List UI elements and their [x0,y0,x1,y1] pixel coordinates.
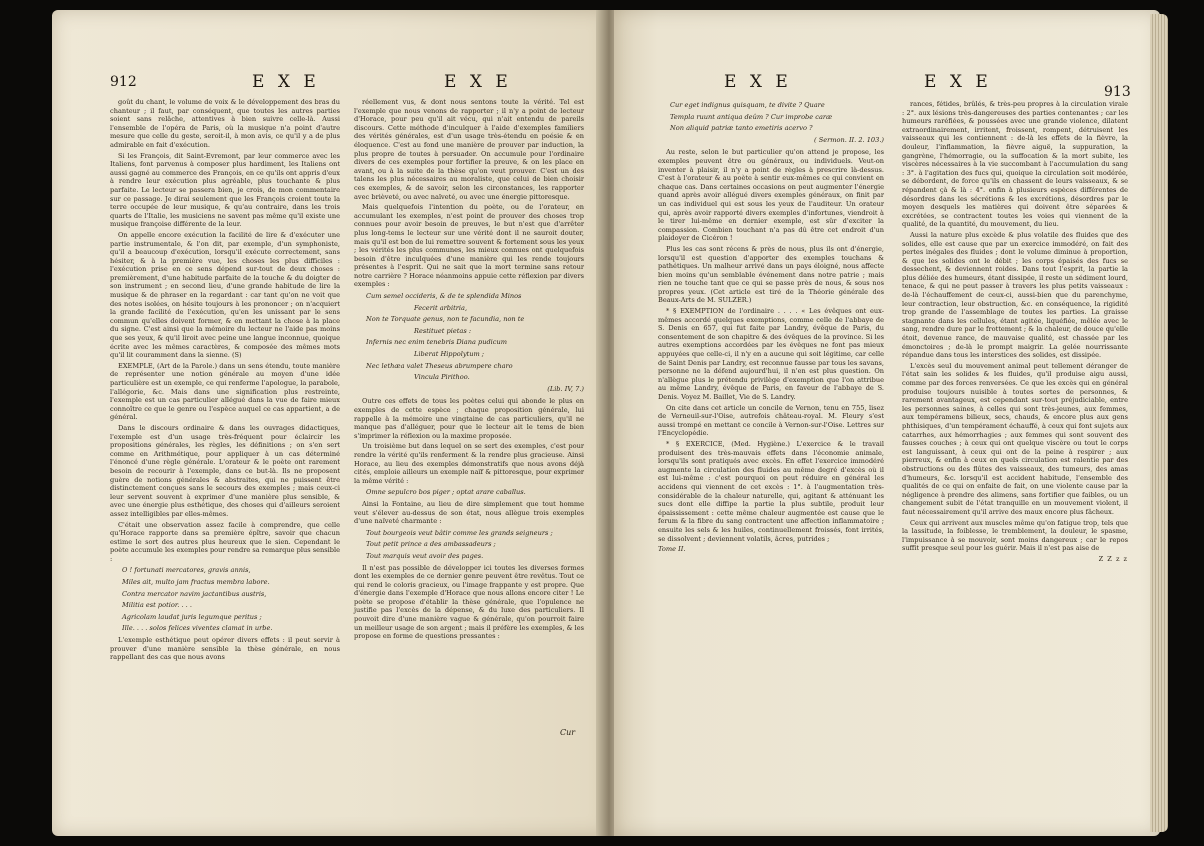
verse-line: Cum semel occideris, & de te splendida Minos [366,292,522,301]
verse-line: Infernis nec enim tenebris Diana pudicum [366,338,507,347]
paragraph: Un troisième but dans lequel on se sert des exemples, c'est pour rendre la vérité qu'ils renferment & la rendre plus gracieuse. Ainsi Horace, au lieu des exemples démonstratifs que nous avons déjà cités, emploie ailleurs un exemple naïf & pittoresque, pour exprimer la même vérité : [354,442,584,485]
paragraph: Aussi la nature plus excède & plus volatile des fluides que des solides, elle est cause que par un exercice immodéré, on fait des pertes inégales des fluides ; dont le volume diminue à proportion, & que les solides ont le débit ; les corps épaisés des fucs se dessechent, & deviennent roides. Dans tout l'esprit, la partie la plus déliée des humeurs, étant dissipée, il reste un sédiment lourd, tenace, & qui ne peut passer à travers les plus petits vaisseaux : de-là l'échauffement de ceux-ci, aussi-bien que du parenchyme, leur contraction, leur obstruction, &c. en conséquence, la rigidité trop grande de l'assemblage de toutes les parties. La graisse stagnante dans les cellules, étant agitée, liquéfiée, mêlée avec le sang, rendre dure par le frottement ; & la chaleur, de douce qu'elle étoit, devenue rance, de mauvaise qualité, est chassée par les émonctoires ; de-là le prompt maigrir. La gelée nourrissante répandue dans tous les interstices des solides, est dissipée. [902,230,1128,360]
paragraph: L'excès seul du mouvement animal peut tellement déranger de l'état sain les solides & les fluides, qu'il produise aigu aussi, comme par des forces renversées. Ce que les excès qui en général produise toujours nuisible à toutes sortes de personnes, & rarement avantageux, est cependant sur-tout préjudiciable, entre les personnes saines, à celles qui sont très-jeunes, aux femmes, aux tempéramens bilieux, secs, chauds, & encore plus aux gens phthisiques, d'un tempérament échauffé, à ceux qui font sujets aux catarrhes, aux hémorrhagies ; aux femmes qui sont souvent des fausses couches ; à ceux qui ont quelque viscère ou tout le corps est languissant, à ceux qui ont de la peine à respirer ; aux pierreux, & enfin à ceux en quels circulation est ralentie par des obstructions ou des flûtes des vaisseaux, des tumeurs, des amas d'humeurs, &c. lorsqu'il est accident habitude, l'ensemble des qualités de ce qui on enfaite de fait, on une violente cause par la négligence à prendre des alimens, sans fortifier que faibles, ou un changement subit de l'état tranquille en un mouvement violent, il faut nécessairement qu'il arrive des maux encore plus fâcheux. [902,361,1128,516]
paragraph: On appelle encore exécution la facilité de lire & d'exécuter une partie instrumentale, & l'on dit, par exemple, d'un symphoniste, qu'il a beaucoup d'exécution, lorsqu'il exécute correctement, sans hésiter, & à la première vue, les choses les plus difficiles : l'exécution prise en ce sens dépend sur-tout de deux choses : premièrement, d'une habitude parfaite de la touche & du doigter de son instrument ; en second lieu, d'une grande habitude de lire la musique & de phraser en la regardant : car tant qu'on ne voit que des notes isolées, on hésite toujours à les prononcer ; on n'acquiert la grande facilité de l'exécution, qu'en les unissant par le sens commun qu'elles doivent former, & en mettant la chose à la place du signe. C'est ainsi que la mémoire du lecteur ne l'aide pas moins que ses yeux, & qu'il liroit avec peine une langue inconnue, quoique écrite avec les mêmes caractères, & composée des mêmes mots qu'il lit couramment dans la sienne. (S) [110,230,340,360]
paragraph: L'exemple esthétique peut opérer divers effets : il peut servir à prouver d'une manière sensible la thèse générale, en nous rappellant des cas que nous avons [110,636,340,662]
paragraph: Mais quelquefois l'intention du poète, ou de l'orateur, en accumulant les exemples, n'est point de prouver des choses trop connues pour avoir besoin de preuves, le but n'est que d'arrêter plus long-tems le lecteur sur une vérité dont il ne sauroit douter, mais qu'il est bon de lui remettre souvent & fortement sous les yeux ; les vérités les plus communes, les mieux connues ont quelquefois besoin d'être inculquées d'une manière qui les rende toujours présentes à l'esprit. Qui ne sait que la mort termine sans retour notre carrière ? Horace néanmoins appuie cette réflexion par divers exemples : [354,203,584,289]
verse-line: Templa ruunt antiqua deûm ? Cur improbe caræ [670,112,833,121]
running-header: E X E [724,72,792,92]
verse-line: Tout bourgeois veut bâtir comme les grands seigneurs ; [366,528,553,537]
signature-mark: Z Z z z [1098,554,1128,563]
paragraph: C'était une observation assez facile à comprendre, que celle qu'Horace rapporte dans sa première épître, savoir que chacun estime le sort des autres plus heureux que le sien. Cependant le poète accumule les exemples pour rendre sa remarque plus sensible : [110,520,340,563]
right-page-edges [1150,14,1168,832]
verse-line: O ! fortunati mercatores, gravis annis, [122,566,251,575]
paragraph: goût du chant, le volume de voix & le développement des bras du chanteur ; il faut, par conséquent, que toutes les autres parties soient sans relâche, attentives à bien suivre celle-là. Aussi l'ensemble de l'opéra de Paris, où la musique n'a point d'autre mesure que celle du geste, seroit-il, à mon avis, ce qu'il y a de plus admirable en fait d'exécution. [110,98,340,149]
paragraph: Il n'est pas possible de développer ici toutes les diverses formes dont les exemples de ce dernier genre peuvent être revêtus. Tout ce qui rend le coloris gracieux, ou l'image frappante y est propre. Que d'énergie dans l'exemple d'Horace que nous allons encore citer ! Le poète se propose d'établir la thèse générale, que l'opulence ne justifie pas l'excès de la dépense, & du luxe des particuliers. Il pouvoit dire d'une manière vague & générale, qu'on pourroit faire un meilleur usage de son argent ; mais il préfère les exemples, & les propose en forme de questions pressantes : [354,563,584,641]
paragraph: Plus les cas sont récens & près de nous, plus ils ont d'énergie, lorsqu'il est question d'apporter des exemples touchans & pathétiques. Un malheur arrivé dans un pays éloigné, nous affecte bien moins qu'un semblable événement dans notre patrie ; mais rien ne touche tant que ce qui se passe près de nous, & sous nos propres yeux. (Cet article est tiré de la Théorie générale des Beaux-Arts de M. SULZER.) [658,244,884,305]
verse-line: Tout marquis veut avoir des pages. [366,551,484,560]
verse-line: Nec lethæa valet Theseus abrumpere charo [366,361,513,370]
verse-line: Restituet pietas : [414,326,472,335]
verse-line: Militia est potior. . . . [122,601,192,610]
paragraph: EXEMPLE, (Art de la Parole.) dans un sens étendu, toute manière de représenter une notion générale au moyen d'une idée particulière est un exemple, ce qui renferme l'apologue, la parabole, l'allégorie, &c. Mais dans une signification plus restreinte, l'exemple est un cas particulier allégué dans la vue de faire mieux connoître ce que le genre ou l'espèce auquel ce cas appartient, a de général. [110,361,340,422]
paragraph: * § EXEMPTION de l'ordinaire . . . . « Les évêques ont eux-mêmes accordé quelques exemptions, comme celle de l'abbaye de S. Denis en 657, qui fut faite par Landry, évêque de Paris, du consentement de son chapitre & des évêques de la province. Si les autres exemptions accordées par les évêques ne font pas mieux appuyées que celle-ci, il n'y en a aucune qui soit légitime, car celle de Saint Denis par Landry, est reconnue fausse par tous les savans, personne ne la défend aujourd'hui, il n'en est plus question. On n'allègue plus le prétendu privilège d'exemption que l'on attribue au même Landry, évêque de Paris, en faveur de l'abbaye de S. Denis. Voyez M. Baillet, Vie de S. Landry. [658,307,884,401]
page-number: 913 [1104,84,1131,100]
paragraph: Si les François, dit Saint-Evremont, par leur commerce avec les Italiens, font parvenus à composer plus hardiment, les Italiens ont aussi gagné au commerce des François, en ce qu'ils ont appris d'eux à rendre leur exécution plus agréable, plus touchante & plus parfaite. Le lecteur se passera bien, je crois, de mon commentaire sur ce passage. Je dirai seulement que les François croient toute la terre occupée de leur musique, & qu'au contraire, dans les trois quarts de l'Italie, les musiciens ne savent pas même qu'il existe une musique françoise différente de la leur. [110,151,340,229]
verse-line: Vincula Pirithoo. [414,373,470,382]
paragraph: Dans le discours ordinaire & dans les ouvrages didactiques, l'exemple est d'un usage très-fréquent pour éclaircir les propositions générales, les règles, les définitions ; on s'en sert comme en Arithmétique, pour appliquer à un cas déterminé l'énoncé d'une règle générale. L'orateur & le poète ont rarement besoin de recourir à l'exemple, dans ce but-là. Ils ne proposent guère de notions générales & abstraites, qui ne puissent être distinctement conçues sans le secours des exemples ; mais ceux-ci leur servent souvent à exprimer d'une manière plus sensible, & avec une énergie plus esthétique, des choses qui d'ailleurs seroient assez intelligibles par elles-mêmes. [110,423,340,518]
running-header: E X E [444,72,512,92]
verse-line: Liberat Hippolytum ; [414,350,485,359]
text-column [354,98,584,643]
verse-line: Non te Torquate genus, non te facundia, non te [366,315,525,324]
citation: ( Sermon. II. 2. 103.) [814,135,884,144]
left-page [52,10,608,836]
right-page [614,10,1160,836]
text-column [902,100,1128,567]
citation: (Lib. IV, 7.) [547,384,584,393]
running-header: E X E [252,72,320,92]
running-header: E X E [924,72,992,92]
paragraph: Ceux qui arrivent aux muscles même qu'on fatigue trop, tels que la lassitude, la foiblesse, le tremblement, la douleur, le spasme, l'impuissance à se mouvoir, sont moins dangereux ; car le repos suffit presque seul pour les guérir. Mais il n'est pas aise de [902,518,1128,553]
verse-line: Ille. . . . solos felices viventes clamat in urbe. [122,624,273,633]
page-number: 912 [110,74,137,90]
volume-mark: Tome II. [658,545,686,554]
verse-line: Contra mercator navim jactantibus austris, [122,589,267,598]
paragraph: Ainsi la Fontaine, au lieu de dire simplement que tout homme veut s'élever au-dessus de son état, nous allègue trois exemples d'une naïveté charmante : [354,499,584,526]
paragraph: On cite dans cet article un concile de Vernon, tenu en 755, lisez de Verneuil-sur-l'Oise, autrefois château-royal. M. Fleury s'est aussi trompé en mettant ce concile à Vernon-sur-l'Oise. Lettres sur l'Encyclopédie. [658,403,884,438]
text-column [658,98,884,556]
verse-line: Tout petit prince a des ambassadeurs ; [366,540,496,549]
verse-line: Cur eget indignus quisquam, te divite ? Quare [670,101,825,109]
verse-line: Omne sepulcro bos piger ; optat arare caballus. [366,488,526,497]
paragraph: * § EXERCICE, (Med. Hygiène.) L'exercice & le travail produisent des très-mauvais effets dans l'économie animale, lorsqu'ils sont pratiqués avec excès. En effet l'exercice immodéré augmente la circulation des fluides au même degré d'excès où il est lui-même : c'est pourquoi on peut réduire en général les accidens qui viennent de cet excès : 1°. à l'augmentation très-considérable de la chaleur naturelle, qui, agitant & atténuant les sucs dont elle diffipe la partie la plus subtile, produit leur épaississement : cette même chaleur augmentée est cause que le ferum & la fibre du sang contractent une affection inflammatoire ; ensuite les sels & les huiles, continuellement froissés, font irrités, se dissolvent ; deviennent volatils, âcres, putrides ; [658,439,884,543]
catchword: Cur [560,728,576,737]
verse-line: Fecerit arbitria, [414,303,468,312]
paragraph: Outre ces effets de tous les poètes celui qui abonde le plus en exemples de cette espèce ; chaque proposition générale, lui rappelle à la mémoire une vingtaine de cas particuliers, qu'il ne manque pas d'alléguer, pour que le lecteur ait le tems de bien s'imprimer la réflexion ou la maxime proposée. [354,397,584,440]
verse-line: Non aliquid patriæ tanto emetiris acervo ? [670,124,813,133]
paragraph: réellement vus, & dont nous sentons toute la vérité. Tel est l'exemple que nous venons de rapporter ; il n'y a point de lecteur d'Horace, pour peu qu'il ait vécu, qui n'ait entendu de pareils discours. Cette méthode d'inculquer à l'aide d'exemples familiers des vérités générales, est d'un usage très-étendu en poésie & en éloquence. C'est au fond une manière de prouver par induction, la plus propre de toutes à persuader. On accumule pour l'ordinaire divers de ces exemples pour fortifier la preuve, & on les place en avant, ou à la suite de la thèse qu'on veut prouver. C'est un des talens les plus nécessaires au moraliste, que celui de bien choisir ces exemples, & de savoir, selon les circonstances, les rapporter avec brièveté, ou avec naïveté, ou avec une énergie pittoresque. [354,98,584,201]
verse-line: Agricolam laudat juris legumque peritus ; [122,612,262,621]
paragraph: rances, fétides, brûlés, & très-peu propres à la circulation virale : 2°. aux lésions très-dangereuses des parties contenantes ; car les humeurs raréfiées, & poussées avec une grande violence, dilatent extraordinairement, irritent, froissent, rompent, détruisent les vaisseaux qui les contiennent : de-là les effets de la fièvre, la douleur, l'inflammation, la fièvre aiguë, la suppuration, la gangrène, l'hémorragie, ou la suffocation & la mort subite, les viscères nécessaires à la vie succombant à l'accumulation du sang : 3°. à l'agitation des fucs qui, quoique la circulation soit modérée, se débordent, de force qu'ils en chassent de leurs vaisseaux, & se répandent çà & là : 4°. enfin à plusieurs espèces différentes de désordres dans les sécrétions & les excrétions, désordres par le moyen desquels les matières qui doivent être séparées & excrétées, se contractent toutes les voies qui viennent de la qualité, de la quantité, du mouvement, du lieu. [902,100,1128,229]
verse-line: Miles ait, multo jam fractus membra labore. [122,578,270,587]
text-column [110,98,340,664]
paragraph: Au reste, selon le but particulier qu'on attend je propose, les exemples peuvent être ou généraux, ou individuels. Veut-on inventer à plaisir, il n'y a point de règles à prescrire là-dessus. C'est à l'orateur & au poète à sentir eux-mêmes ce qui convient en chaque cas. Dans certaines occasions on peut augmenter l'énergie quand après avoir allégué divers exemples généraux, on finit par un cas individuel qui est sous les yeux de l'auditeur. Un orateur qui, après avoir rapporté divers exemples d'infortunes, viendroit à le tirer lui-même en dernier exemple, est sûr d'exciter la compassion. Combien touchant n'a pas dû être cet endroit d'un plaidoyer de Cicéron ! [658,148,884,243]
